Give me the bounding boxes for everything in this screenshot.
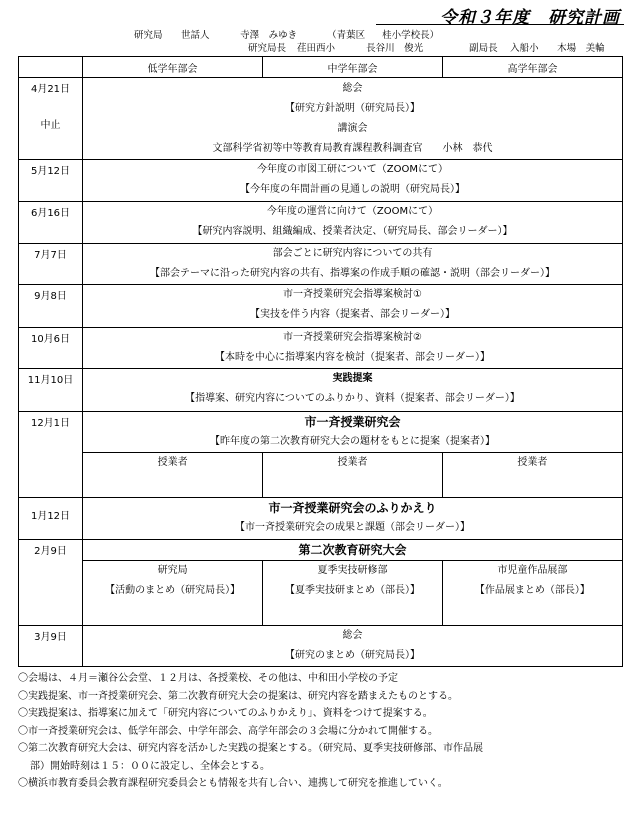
staff-name: 長谷川 俊光 — [366, 43, 424, 54]
event-cell — [83, 202, 623, 244]
event-title: 部会ごとに研究内容についての共有 — [272, 248, 433, 259]
staff-name: 寺澤 みゆき — [240, 30, 298, 41]
staff-role: 研究局 — [134, 30, 163, 41]
date-label: 3月9日 — [34, 632, 67, 643]
date-label: 5月12日 — [30, 166, 71, 177]
title-underline — [376, 24, 624, 25]
staff-school: 桂小学校長） — [382, 30, 440, 41]
staff-role: 世話人 — [181, 30, 210, 41]
event-cell — [83, 498, 623, 540]
event-cell — [83, 328, 623, 369]
notes-list — [18, 670, 628, 793]
header-upper-grade: 高学年部会 — [443, 57, 623, 78]
note-item: 〇会場は、４月＝瀬谷公会堂、１２月は、各授業校、その他は、中和田小学校の予定 — [18, 673, 398, 684]
note-item: 〇横浜市教育委員会教育課程研究委員会とも情報を共有し合い、連携して研究を推進していく。 — [18, 778, 448, 789]
division-name: 夏季実技研修部 — [317, 565, 388, 576]
staff-role: 副局長 — [469, 43, 498, 54]
event-cell — [83, 412, 623, 498]
date-label: 9月8日 — [34, 291, 67, 302]
note-item: 〇市一斉授業研究会は、低学年部会、中学年部会、高学年部会の３会場に分かれて開催する。 — [18, 725, 438, 737]
event-desc: 【指導案、研究内容についてのふりかり、資料（提案者、部会リーダー）】 — [185, 393, 520, 404]
date-label: 1月12日 — [30, 511, 71, 522]
date-cell — [19, 285, 83, 328]
date-cell — [19, 78, 83, 160]
event-cell — [83, 160, 623, 202]
table-row — [19, 369, 623, 412]
event-desc: 【研究内容説明、組織編成、授業者決定、（研究局長、部会リーダー）】 — [192, 226, 513, 237]
event-cell — [83, 244, 623, 285]
event-title: 今年度の運営に向けて（ZOOMにて） — [266, 206, 439, 217]
date-label: 2月9日 — [34, 546, 67, 557]
staff-school: 荏田西小 — [297, 43, 336, 54]
event-title: 実践提案 — [332, 373, 373, 384]
date-cell — [19, 369, 83, 412]
teacher-grid — [83, 453, 622, 497]
event-title: 総会 — [342, 630, 363, 641]
date-label-blank — [19, 99, 82, 117]
event-title: 市一斉授業研究会 — [304, 415, 401, 429]
teacher-cell: 授業者 — [442, 453, 622, 497]
table-row — [19, 285, 623, 328]
staff-role: 研究局長 — [248, 43, 287, 54]
table-row — [19, 626, 623, 667]
division-cell — [263, 561, 443, 625]
teacher-cell: 授業者 — [157, 457, 188, 468]
event-desc: 【部会テーマに沿った研究内容の共有、指導案の作成手順の確認・説明（部会リーダー）】 — [150, 268, 555, 279]
division-desc: 【作品展まとめ（部長）】 — [474, 585, 590, 596]
header-row — [19, 57, 623, 78]
event-title: 今年度の市図工研について（ZOOMにて） — [256, 164, 449, 175]
event-cell — [83, 78, 623, 160]
event-title: 市一斉授業研究会指導案検討① — [283, 289, 422, 300]
event-desc: 【研究方針説明（研究局長）】 — [285, 103, 420, 114]
date-cell — [19, 540, 83, 626]
event-cell — [83, 540, 623, 626]
event-title: 市一斉授業研究会のふりかえり — [268, 501, 437, 515]
division-grid — [83, 561, 622, 625]
table-row — [19, 412, 623, 498]
date-cell — [19, 160, 83, 202]
staff-name: 木場 美輪 — [557, 43, 605, 54]
division-cell — [83, 561, 263, 625]
staff-row-2 — [248, 40, 605, 54]
table-row — [19, 160, 623, 202]
date-cell — [19, 244, 83, 285]
plan-table — [18, 56, 623, 667]
date-cell — [19, 202, 83, 244]
table-row — [19, 78, 623, 160]
staff-school: 入船小 — [510, 43, 539, 54]
table-row — [19, 202, 623, 244]
date-cell — [19, 498, 83, 540]
header-middle-grade: 中学年部会 — [263, 57, 443, 78]
event-cell — [83, 285, 623, 328]
event-desc: 文部科学省初等中等教育局教育課程教科調査官 小林 恭代 — [212, 143, 493, 154]
staff-row-1 — [134, 27, 439, 41]
event-title: 第二次教育研究大会 — [83, 540, 622, 561]
date-label: 10月6日 — [30, 334, 71, 345]
division-name: 研究局 — [157, 565, 188, 576]
date-cell — [19, 412, 83, 498]
date-cell — [19, 328, 83, 369]
table-row — [19, 498, 623, 540]
note-item-continued: 部）開始時刻は１５：００に設定し、全体会とする。 — [30, 760, 270, 772]
date-label: 7月7日 — [34, 250, 67, 261]
date-label: 11月10日 — [27, 375, 74, 386]
status-label: 中止 — [40, 120, 61, 131]
event-title: 講演会 — [337, 123, 368, 134]
division-cell — [442, 561, 622, 625]
event-title: 市一斉授業研究会指導案検討② — [283, 332, 422, 343]
event-desc: 【市一斉授業研究会の成果と課題（部会リーダー）】 — [235, 522, 470, 533]
division-name: 市児童作品展部 — [497, 565, 568, 576]
table-row — [19, 328, 623, 369]
division-desc: 【活動のまとめ（研究局長）】 — [105, 585, 241, 596]
division-desc: 【夏季実技研まとめ（部長）】 — [284, 585, 420, 596]
event-desc: 【研究のまとめ（研究局長）】 — [285, 650, 420, 661]
event-desc: 【昨年度の第二次教育研究大会の題材をもとに提案（提案者）】 — [83, 432, 622, 453]
header-lower-grade: 低学年部会 — [83, 57, 263, 78]
table-row — [19, 540, 623, 626]
note-item: 〇実践提案は、指導案に加えて「研究内容についてのふりかえり」、資料をつけて提案する。 — [18, 708, 433, 719]
staff-ward: （青葉区 — [327, 30, 366, 41]
header-empty-cell — [19, 57, 83, 78]
date-label: 4月21日 — [30, 84, 71, 95]
event-desc: 【本時を中心に指導案内容を検討（提案者、部会リーダー）】 — [215, 352, 490, 363]
event-cell — [83, 369, 623, 412]
date-label: 6月16日 — [30, 208, 71, 219]
event-cell — [83, 626, 623, 667]
date-label: 12月1日 — [30, 418, 71, 429]
event-desc: 【今年度の年間計画の見通しの説明（研究局長）】 — [240, 184, 465, 195]
note-item: 〇実践提案、市一斉授業研究会、第二次教育研究大会の提案は、研究内容を踏まえたものとする。 — [18, 690, 458, 702]
date-cell — [19, 626, 83, 667]
event-title: 総会 — [342, 83, 363, 94]
page-title: 令和３年度 研究計画 — [440, 8, 620, 28]
teacher-cell: 授業者 — [263, 453, 443, 497]
table-row — [19, 244, 623, 285]
event-desc: 【実技を伴う内容（提案者、部会リーダー）】 — [250, 309, 455, 320]
note-item: 〇第二次教育研究大会は、研究内容を活かした実践の提案とする。（研究局、夏季実技研修部、市作品展 — [18, 743, 483, 754]
